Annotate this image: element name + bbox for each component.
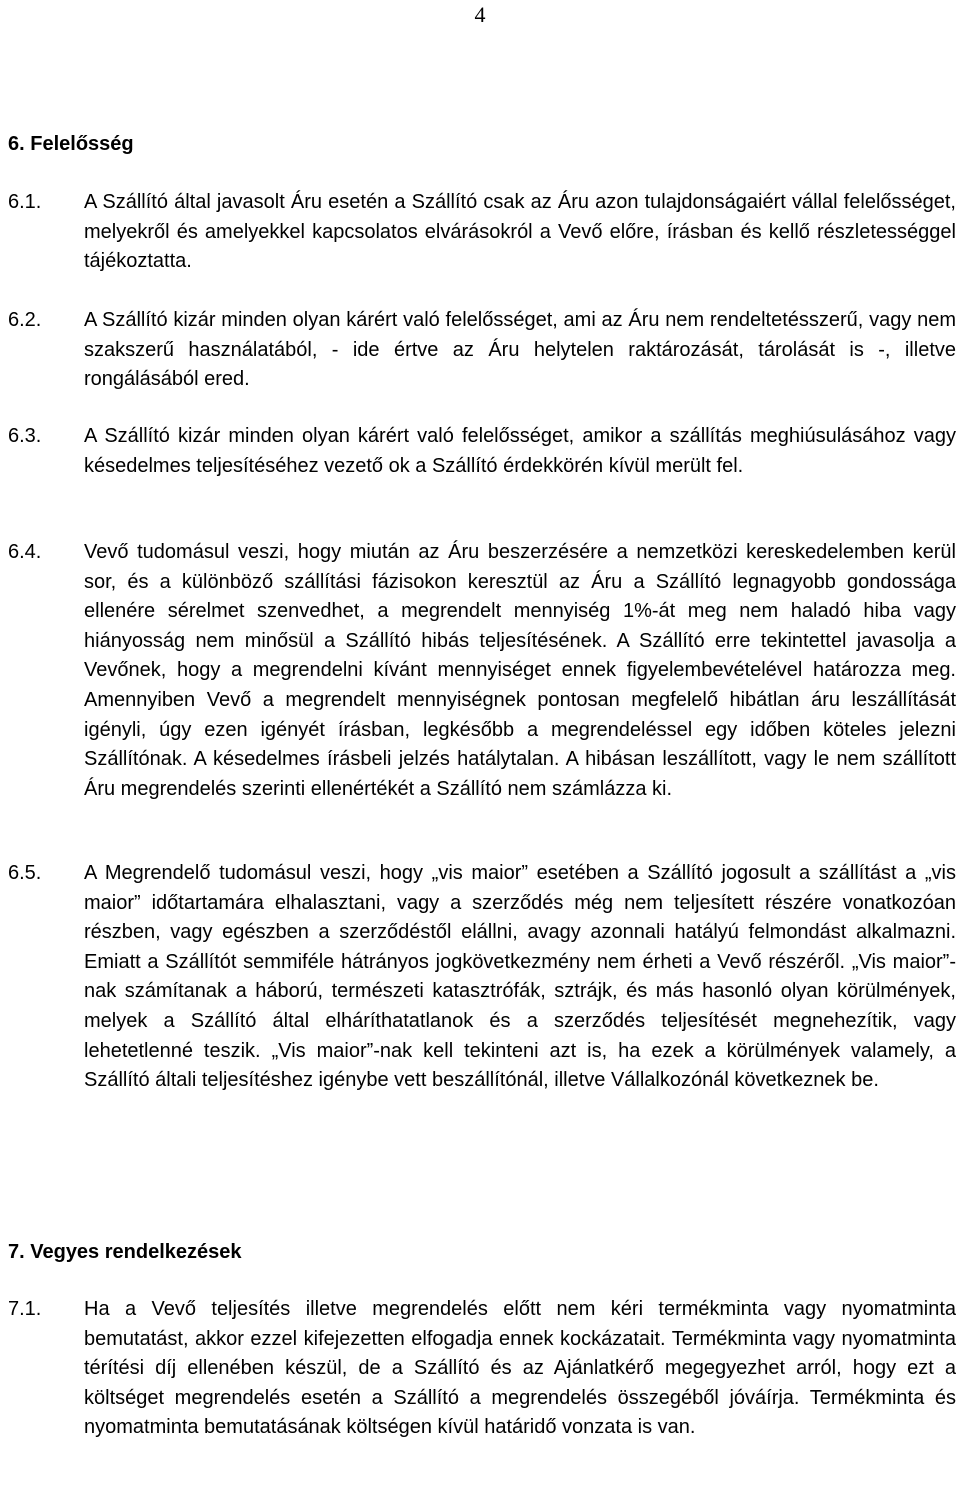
clause-number: 6.1. (8, 191, 42, 213)
clause-number: 6.5. (8, 862, 42, 884)
clause-6-2 (8, 306, 956, 395)
clause-number: 6.4. (8, 541, 42, 563)
clause-text: Ha a Vevő teljesítés illetve megrendelés előtt nem kéri termékminta vagy nyomatminta bemutatást, akkor ezzel kifejezetten elfogadja ennek kockázatait. Termékminta vagy nyomatminta térítési díj ellenében készül, de a Szállító és az Ajánlatkérő megegyezhet arról, hogy ezt a költséget megrendelés esetén a Szállító a megrendelés összegéből jóváírja. Termékminta és nyomatminta bemutatásának költségen kívül határidő vonzata is van. (84, 1298, 956, 1439)
clause-number: 6.3. (8, 425, 42, 447)
clause-6-1 (8, 188, 956, 277)
clause-6-4 (8, 538, 956, 804)
section-heading-6: 6. Felelősség (8, 133, 134, 155)
clause-number: 7.1. (8, 1298, 42, 1320)
clause-6-3 (8, 422, 956, 481)
page-number: 4 (474, 2, 486, 27)
clause-7-1 (8, 1295, 956, 1443)
clause-text: A Megrendelő tudomásul veszi, hogy „vis maior” esetében a Szállító jogosult a szállítást a „vis maior” időtartamára elhalasztani, vagy a szerződés még nem teljesített részére vonatkozóan részben, vagy egészben a szerződéstől elállni, avagy azonnali hatályú felmondást alkalmazni. Emiatt a Szállítót semmiféle hátrányos jogkövetkezmény nem érheti a Vevő részéről. „Vis maior”-nak számítanak a háború, természeti katasztrófák, sztrájk, és más hasonló olyan körülmények, melyek a Szállító által elháríthatatlanok és a szerződés teljesítését megnehezítik, vagy lehetetlenné teszik. „Vis maior”-nak kell tekinteni azt is, ha ezek a körülmények valamely, a Szállító általi teljesítéshez igénybe vett beszállítónál, illetve Vállalkozónál következnek be. (84, 862, 956, 1092)
clause-6-5 (8, 859, 956, 1096)
section-heading-7: 7. Vegyes rendelkezések (8, 1241, 242, 1263)
clause-number: 6.2. (8, 309, 42, 331)
clause-text: A Szállító által javasolt Áru esetén a Szállító csak az Áru azon tulajdonságaiért vállal felelősséget, melyekről és amelyekkel kapcsolatos elvárásokról a Vevő előre, írásban és kellő részletességgel tájékoztatta. (84, 191, 956, 273)
clause-text: Vevő tudomásul veszi, hogy miután az Áru beszerzésére a nemzetközi kereskedelemben kerül sor, és a különböző szállítási fázisokon keresztül az Áru a Szállító legnagyobb gondossága ellenére sérelmet szenvedhet, a megrendelt mennyiség 1%-át meg nem haladó hiba vagy hiányosság nem minősül a Szállító hibás teljesítésének. A Szállító erre tekintettel javasolja a Vevőnek, hogy a megrendelni kívánt mennyiséget ennek figyelembevételével határozza meg. Amennyiben Vevő a megrendelt mennyiségnek pontosan megfelelő hibátlan áru leszállítását igényli, úgy ezen igényét írásban, legkésőbb a megrendeléssel egy időben köteles jelezni Szállítónak. A késedelmes írásbeli jelzés hatálytalan. A hibásan leszállított, vagy le nem szállított Áru megrendelés szerinti ellenértékét a Szállító nem számlázza ki. (84, 541, 956, 800)
clause-text: A Szállító kizár minden olyan kárért való felelősséget, ami az Áru nem rendeltetésszerű, vagy nem szakszerű használatából, - ide értve az Áru helytelen raktározását, tárolását is -, illetve rongálásából ered. (84, 309, 956, 391)
clause-text: A Szállító kizár minden olyan kárért való felelősséget, amikor a szállítás meghiúsulásához vagy késedelmes teljesítéséhez vezető ok a Szállító érdekkörén kívül merült fel. (84, 425, 956, 477)
